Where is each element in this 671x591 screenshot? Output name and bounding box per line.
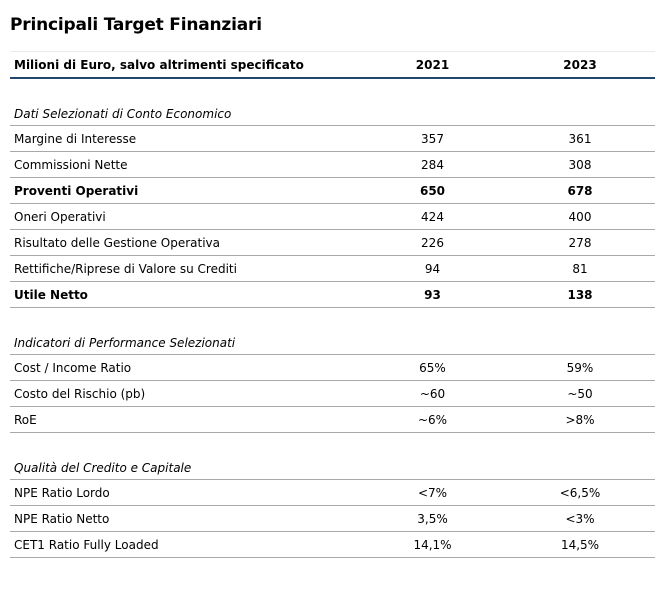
value-2021: 93 [424, 287, 441, 302]
section-heading-row [10, 79, 655, 126]
table-row [10, 126, 655, 152]
value-2021: 226 [421, 235, 444, 250]
section-heading: Dati Selezionati di Conto Economico [14, 107, 232, 121]
table-row [10, 256, 655, 282]
value-2023: 138 [567, 287, 593, 302]
value-2021: 3,5% [417, 511, 448, 526]
value-2023: 361 [568, 131, 592, 146]
value-2021: 14,1% [413, 537, 452, 552]
value-2021: ~60 [419, 386, 446, 401]
page-title: Principali Target Finanziari [10, 15, 262, 35]
value-2021: 65% [419, 360, 446, 375]
table-row [10, 407, 655, 433]
table-row [10, 506, 655, 532]
value-2023: 308 [568, 157, 592, 172]
value-2021: 424 [421, 209, 444, 224]
row-label: Oneri Operativi [14, 209, 106, 224]
column-header-2023: 2023 [563, 57, 597, 72]
value-2023: 59% [566, 360, 594, 375]
value-2023: 278 [568, 235, 592, 250]
row-label: CET1 Ratio Fully Loaded [14, 537, 159, 552]
value-2021: 284 [421, 157, 444, 172]
section-heading-row [10, 308, 655, 355]
section-heading: Indicatori di Performance Selezionati [14, 336, 236, 350]
row-label: Utile Netto [14, 287, 88, 302]
column-header-2021: 2021 [415, 57, 450, 72]
value-2023: 14,5% [560, 537, 600, 552]
value-2021: 650 [419, 183, 446, 198]
table-row [10, 152, 655, 178]
row-label: Margine di Interesse [14, 131, 137, 146]
section-heading: Qualità del Credito e Capitale [14, 461, 192, 475]
section-heading-row [10, 433, 655, 480]
financial-targets-table [10, 51, 655, 558]
table-header-units-label: Milioni di Euro, salvo altrimenti specificato [14, 57, 304, 72]
row-label: Rettifiche/Riprese di Valore su Crediti [14, 261, 237, 276]
value-2023: 81 [572, 261, 588, 276]
table-row-total [10, 282, 655, 308]
row-label: Risultato delle Gestione Operativa [14, 235, 220, 250]
value-2023: 400 [568, 209, 592, 224]
value-2023: <3% [565, 511, 595, 526]
value-2023: ~50 [567, 386, 593, 401]
table-row [10, 532, 655, 558]
table-row [10, 355, 655, 381]
value-2021: <7% [417, 485, 448, 500]
row-label: NPE Ratio Netto [14, 511, 110, 526]
row-label: Commissioni Nette [14, 157, 128, 172]
value-2023: >8% [565, 412, 595, 427]
row-label: Cost / Income Ratio [14, 360, 132, 375]
row-label: RoE [14, 412, 37, 427]
value-2023: <6,5% [559, 485, 601, 500]
row-label: Proventi Operativi [14, 183, 139, 198]
table-row [10, 381, 655, 407]
value-2021: 357 [421, 131, 444, 146]
value-2021: 94 [424, 261, 441, 276]
row-label: Costo del Rischio (pb) [14, 386, 146, 401]
value-2021: ~6% [417, 412, 448, 427]
row-label: NPE Ratio Lordo [14, 485, 110, 500]
table-row [10, 230, 655, 256]
table-row-total [10, 178, 655, 204]
value-2023: 678 [567, 183, 593, 198]
table-header-row [10, 51, 655, 79]
table-row [10, 480, 655, 506]
table-row [10, 204, 655, 230]
